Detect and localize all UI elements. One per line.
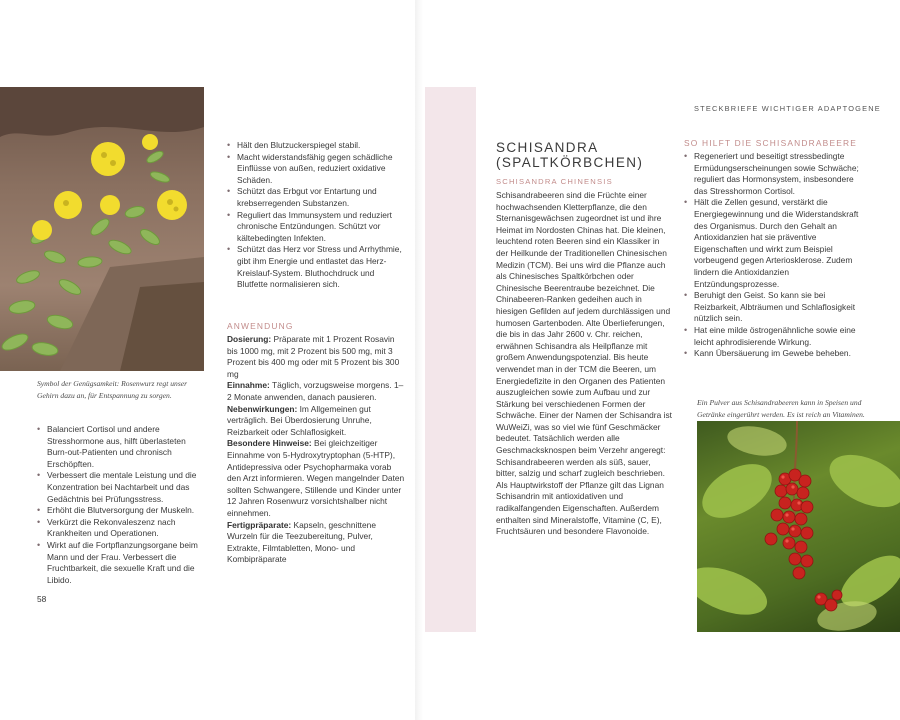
schisandra-body-text: Schisandrabeeren sind die Früchte einer hochwachsenden Kletterpflanze, die den Sternanisgewächsen zugeordnet ist und ihre Heimat im Nordosten Chinas hat. Die kleinen, leuchtend roten Beeren sind ein Klassiker in der Heilkunde der Traditionellen Chinesischen Medizin (TCM). Bei uns wird die Pflanze auch als Chinesisches Spaltkörbchen oder Chinesische Beerentraube bezeichnet. Die Chinabeeren-Ranken gedeihen auch in hiesigen Gefilden auf jedem durchlässigen und humosen Gartenboden. Alte Überlieferungen, die bis in das Jahr 2600 v. Chr. reichen, erwähnen Schisandra als Heilpflanze mit großem Anwendungspotenzial. Bis heute verwendet man in der TCM die Beeren, um Energiedefizite in den Organen des Patienten auszugleichen sowie zum Aufbau und zur Stärkung bei verschiedenen Formen der Schwäche. Einer der Namen der Schisandra ist WuWeiZi, was so viel wie fünf Geschmäcker bedeutet. Tatsächlich werden alle Geschmacksknospen beim Verzehr angeregt: Schisandrabeeren werden als süß, sauer, bitter, salzig und scharf zugleich beschrieben. Als Hauptwirkstoff der Pflanze gilt das Lignan Schisandrin mit antioxidativen und radikalfangenden Eigenschaften. Außerdem enthalten sind Mineralstoffe, Vitamine (C, E), Fruchtsäuren und besondere Flavonoide. — [496, 190, 672, 537]
hinweise-paragraph — [227, 438, 405, 519]
nebenwirkungen-paragraph — [227, 404, 405, 439]
list-item: • Macht widerstandsfähig gegen schädliche Einflüsse von außen, reduziert oxidative Schäden. — [227, 152, 405, 187]
decorative-pink-band — [425, 87, 476, 632]
hilft-heading: SO HILFT DIE SCHISANDRABEERE — [684, 138, 858, 148]
title-line-2: (SPALTKÖRBCHEN) — [496, 155, 644, 170]
page-title — [496, 140, 643, 170]
dosierung-paragraph — [227, 334, 405, 380]
running-header: STECKBRIEFE WICHTIGER ADAPTOGENE — [694, 104, 881, 113]
rhodiola-effects-list-upper — [227, 140, 405, 291]
einnahme-text: Täglich, vorzugsweise morgens. 1–2 Monate anwenden, danach pausieren. — [227, 380, 404, 402]
rhodiola-illustration — [0, 87, 204, 371]
nebenwirkungen-label: Nebenwirkungen: — [227, 403, 298, 414]
dosierung-label: Dosierung: — [227, 334, 272, 344]
dosierung-text: Präparate mit 1 Prozent Rosavin bis 1000 mg, mit 2 Prozent bis 500 mg, mit 3 Prozent bis 400 mg oder mit 5 Prozent bis 300 mg — [227, 334, 400, 379]
list-item: • Regeneriert und beseitigt stressbedingte Ermüdungserscheinungen sowie Schwäche; reguliert das Hormonsystem, insbesondere das Stresshormon Cortisol. — [684, 151, 862, 197]
list-item: • Reguliert das Immunsystem und reduziert chronische Entzündungen. Schützt vor kältebedingten Infekten. — [227, 210, 405, 245]
fertigpraeparate-label: Fertigpräparate: — [227, 519, 292, 530]
hinweise-text: Bei gleichzeitiger Einnahme von 5-Hydroxytryptophan (5-HTP), Antidepressiva oder Psychopharmaka vorab den Arzt informieren. Wegen mangelnder Daten sollten Schwangere, Stillende und Kinder unter 12 Jahren Rosenwurz vorsichtshalber nicht einnehmen. — [227, 438, 405, 518]
hinweise-label: Besondere Hinweise: — [227, 438, 312, 449]
list-item: • Beruhigt den Geist. So kann sie bei Reizbarkeit, Albträumen und Schlaflosigkeit nützlich sein. — [684, 290, 862, 325]
schisandra-berry-photo — [697, 421, 900, 632]
list-item: • Balanciert Cortisol und andere Stresshormone aus, hilft überlasteten Burn-out-Patienten und chronisch Erschöpften. — [37, 424, 207, 470]
list-item: • Hält den Blutzuckerspiegel stabil. — [227, 140, 405, 152]
book-gutter — [415, 0, 423, 720]
left-page — [0, 0, 415, 720]
latin-name: SCHISANDRA CHINENSIS — [496, 177, 613, 186]
rhodiola-effects-list-lower — [37, 424, 207, 586]
list-item: • Hat eine milde östrogenähnliche sowie eine leicht aphrodisierende Wirkung. — [684, 325, 862, 348]
anwendung-block — [227, 334, 405, 566]
fertigpraeparate-text: Kapseln, geschnittene Wurzeln für die Teezubereitung, Pulver, Extrakte, Filmtabletten, Mono- und Kombipräparate — [227, 519, 376, 565]
list-item: • Kann Übersäuerung im Gewebe beheben. — [684, 348, 862, 360]
schisandra-effects-list — [684, 151, 862, 360]
einnahme-paragraph — [227, 380, 405, 403]
list-item: • Verbessert die mentale Leistung und die Konzentration bei Nachtarbeit und das Gedächtnis bei Prüfungsstress. — [37, 470, 207, 505]
page-number: 58 — [37, 594, 47, 604]
rhodiola-photo — [0, 87, 204, 371]
list-item: • Erhöht die Blutversorgung der Muskeln. — [37, 505, 207, 517]
schisandra-photo-caption: Ein Pulver aus Schisandrabeeren kann in Speisen und Getränke eingerührt werden. Es ist reich an Vitaminen. — [697, 398, 865, 419]
anwendung-heading: ANWENDUNG — [227, 321, 294, 331]
rhodiola-photo-caption: Symbol der Genügsamkeit: Rosenwurz regt unser Gehirn dazu an, für Entspannung zu sorgen. — [37, 379, 188, 400]
title-line-1: SCHISANDRA — [496, 140, 599, 155]
schisandra-illustration — [697, 421, 900, 632]
einnahme-label: Einnahme: — [227, 380, 270, 391]
list-item: • Verkürzt die Rekonvaleszenz nach Krankheiten und Operationen. — [37, 517, 207, 540]
list-item: • Schützt das Herz vor Stress und Arrhythmie, gibt ihm Energie und entlastet das Herz-Kreislauf-System. Bluthochdruck und Blutfette normalisieren sich. — [227, 244, 405, 290]
fertigpraeparate-paragraph — [227, 520, 405, 566]
list-item: • Wirkt auf die Fortpflanzungsorgane beim Mann und der Frau. Verbessert die Fruchtbarkeit, die sexuelle Kraft und die Libido. — [37, 540, 207, 586]
nebenwirkungen-text: Im Allgemeinen gut verträglich. Bei Überdosierung Unruhe, Reizbarkeit oder Schlaflosigkeit. — [227, 403, 372, 437]
list-item: • Hält die Zellen gesund, verstärkt die Energiegewinnung und die Widerstandskraft des Organismus. Durch den Gehalt an Antioxidanzien hat sie präventive Eigenschaften und wirkt zum Beispiel vorbeugend gegen Arteriosklerose. Zudem lindern die Antioxidanzien Entzündungsprozesse. — [684, 197, 862, 290]
list-item: • Schützt das Erbgut vor Entartung und krebserregenden Substanzen. — [227, 186, 405, 209]
